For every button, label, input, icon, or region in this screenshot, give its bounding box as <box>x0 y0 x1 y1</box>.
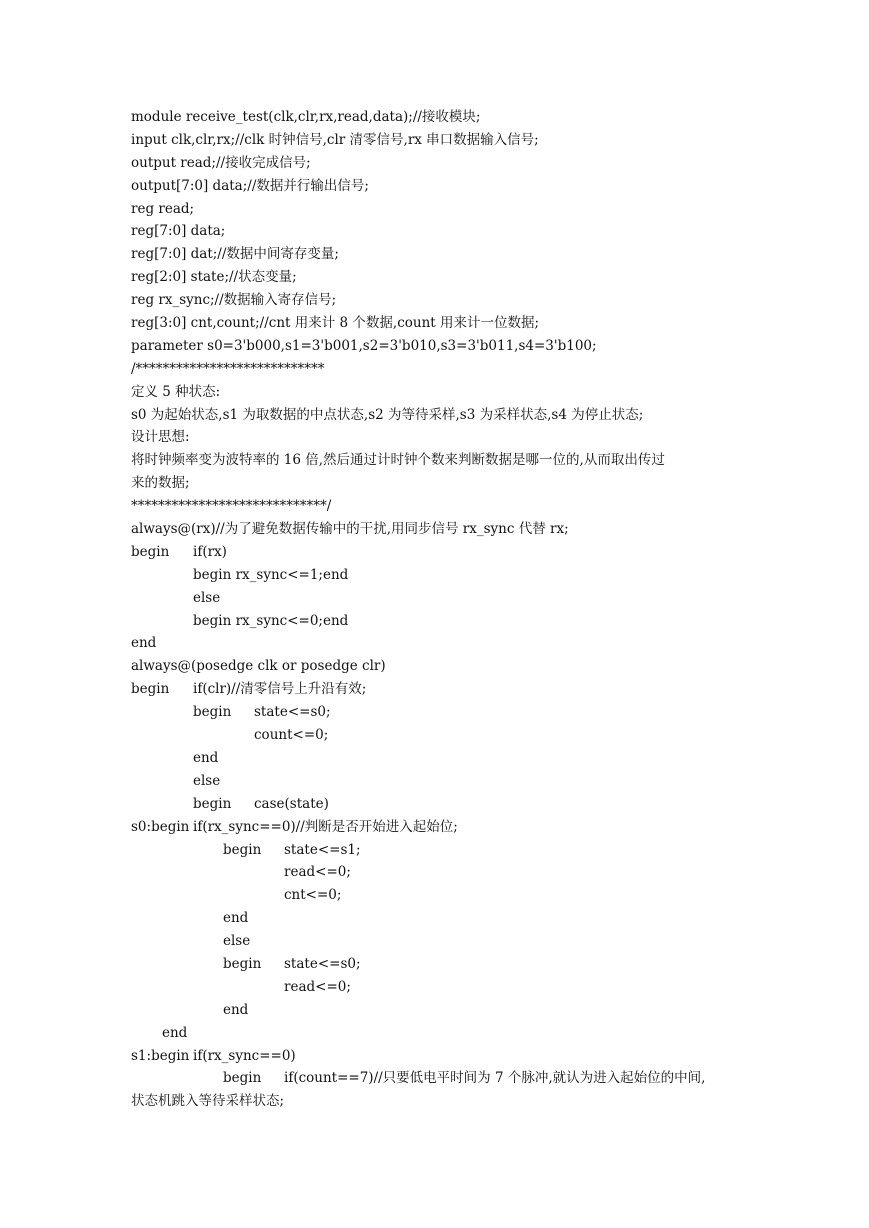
code-line <box>131 198 751 221</box>
code-listing <box>131 106 751 1113</box>
code-line <box>131 1022 751 1045</box>
code-line <box>131 449 751 472</box>
code-text: else <box>223 933 251 950</box>
code-text: if(rx) <box>193 543 227 560</box>
code-text: read<=0; <box>284 978 351 995</box>
code-line <box>131 1045 751 1068</box>
code-text: begin <box>131 543 170 560</box>
code-line <box>131 999 751 1022</box>
code-line <box>131 381 751 404</box>
code-text: parameter s0=3'b000,s1=3'b001,s2=3'b010,s3=3'b011,s4=3'b100; <box>131 337 597 354</box>
code-line <box>131 907 751 930</box>
code-text: reg rx_sync;//数据输入寄存信号; <box>131 292 337 309</box>
code-text: always@(rx)//为了避免数据传输中的干扰,用同步信号 rx_sync 代替 rx; <box>131 521 569 538</box>
code-text: reg read; <box>131 200 195 217</box>
code-text: always@(posedge clk or posedge clr) <box>131 658 386 675</box>
code-text: end <box>193 749 219 766</box>
code-line <box>131 220 751 243</box>
code-line <box>131 930 751 953</box>
code-line <box>131 426 751 449</box>
code-text: if(clr)//清零信号上升沿有效; <box>193 681 367 698</box>
code-line <box>131 518 751 541</box>
code-line <box>131 678 751 701</box>
code-text: end <box>131 635 157 652</box>
code-text: 来的数据; <box>131 475 190 492</box>
code-line <box>131 358 751 381</box>
code-text: input clk,clr,rx;//clk 时钟信号,clr 清零信号,rx 串口数据输入信号; <box>131 131 539 148</box>
code-text: end <box>223 910 249 927</box>
code-line <box>131 976 751 999</box>
code-line <box>131 266 751 289</box>
code-line <box>131 632 751 655</box>
code-text: reg[2:0] state;//状态变量; <box>131 269 297 286</box>
code-text: *****************************/ <box>131 498 332 515</box>
code-text: state<=s1; <box>284 841 361 858</box>
code-text: begin <box>131 681 170 698</box>
code-text: begin <box>193 704 232 721</box>
code-text: state<=s0; <box>254 704 331 721</box>
code-text: case(state) <box>254 795 329 812</box>
code-text: 将时钟频率变为波特率的 16 倍,然后通过计时钟个数来判断数据是哪一位的,从而取出传过 <box>131 452 665 469</box>
code-text: end <box>162 1024 188 1041</box>
code-line <box>131 495 751 518</box>
code-line <box>131 655 751 678</box>
code-line <box>131 610 751 633</box>
code-line <box>131 793 751 816</box>
code-line <box>131 1090 751 1113</box>
code-text: read<=0; <box>284 864 351 881</box>
code-text: state<=s0; <box>284 955 361 972</box>
code-line <box>131 335 751 358</box>
code-line <box>131 1067 751 1090</box>
code-line <box>131 312 751 335</box>
code-text: /**************************** <box>131 360 325 377</box>
code-line <box>131 724 751 747</box>
code-text: begin <box>223 841 262 858</box>
code-line <box>131 152 751 175</box>
code-line <box>131 289 751 312</box>
code-text: reg[7:0] data; <box>131 223 226 240</box>
code-text: if(count==7)//只要低电平时间为 7 个脉冲,就认为进入起始位的中间, <box>284 1070 706 1087</box>
code-text: begin <box>193 795 232 812</box>
code-text: end <box>223 1001 249 1018</box>
code-text: reg[3:0] cnt,count;//cnt 用来计 8 个数据,count 用来计一位数据; <box>131 315 540 332</box>
code-line <box>131 747 751 770</box>
code-line <box>131 472 751 495</box>
code-line <box>131 587 751 610</box>
code-text: 设计思想: <box>131 429 190 446</box>
code-line <box>131 839 751 862</box>
code-line <box>131 816 751 839</box>
code-line <box>131 541 751 564</box>
code-text: else <box>193 772 221 789</box>
code-text: s0:begin <box>131 818 190 835</box>
code-line <box>131 953 751 976</box>
code-text: module receive_test(clk,clr,rx,read,data);//接收模块; <box>131 109 481 125</box>
code-text: else <box>193 589 221 606</box>
code-line <box>131 861 751 884</box>
code-text: if(rx_sync==0)//判断是否开始进入起始位; <box>193 818 458 835</box>
code-text: 状态机跳入等待采样状态; <box>131 1093 285 1110</box>
code-line <box>131 564 751 587</box>
code-line <box>131 106 751 129</box>
code-line <box>131 884 751 907</box>
code-text: s0 为起始状态,s1 为取数据的中点状态,s2 为等待采样,s3 为采样状态,s4 为停止状态; <box>131 406 644 423</box>
code-text: 定义 5 种状态: <box>131 383 221 400</box>
code-line <box>131 129 751 152</box>
code-text: begin <box>223 955 262 972</box>
code-text: count<=0; <box>254 727 329 744</box>
code-line <box>131 404 751 427</box>
code-line <box>131 175 751 198</box>
code-line <box>131 701 751 724</box>
code-line <box>131 770 751 793</box>
code-text: begin rx_sync<=0;end <box>193 612 349 629</box>
code-text: reg[7:0] dat;//数据中间寄存变量; <box>131 246 339 263</box>
code-text: output read;//接收完成信号; <box>131 154 311 171</box>
code-text: if(rx_sync==0) <box>193 1047 296 1064</box>
code-text: cnt<=0; <box>284 887 342 904</box>
code-text: begin rx_sync<=1;end <box>193 566 349 583</box>
code-line <box>131 243 751 266</box>
code-text: s1:begin <box>131 1047 190 1064</box>
code-text: output[7:0] data;//数据并行输出信号; <box>131 177 369 194</box>
code-text: begin <box>223 1070 262 1087</box>
